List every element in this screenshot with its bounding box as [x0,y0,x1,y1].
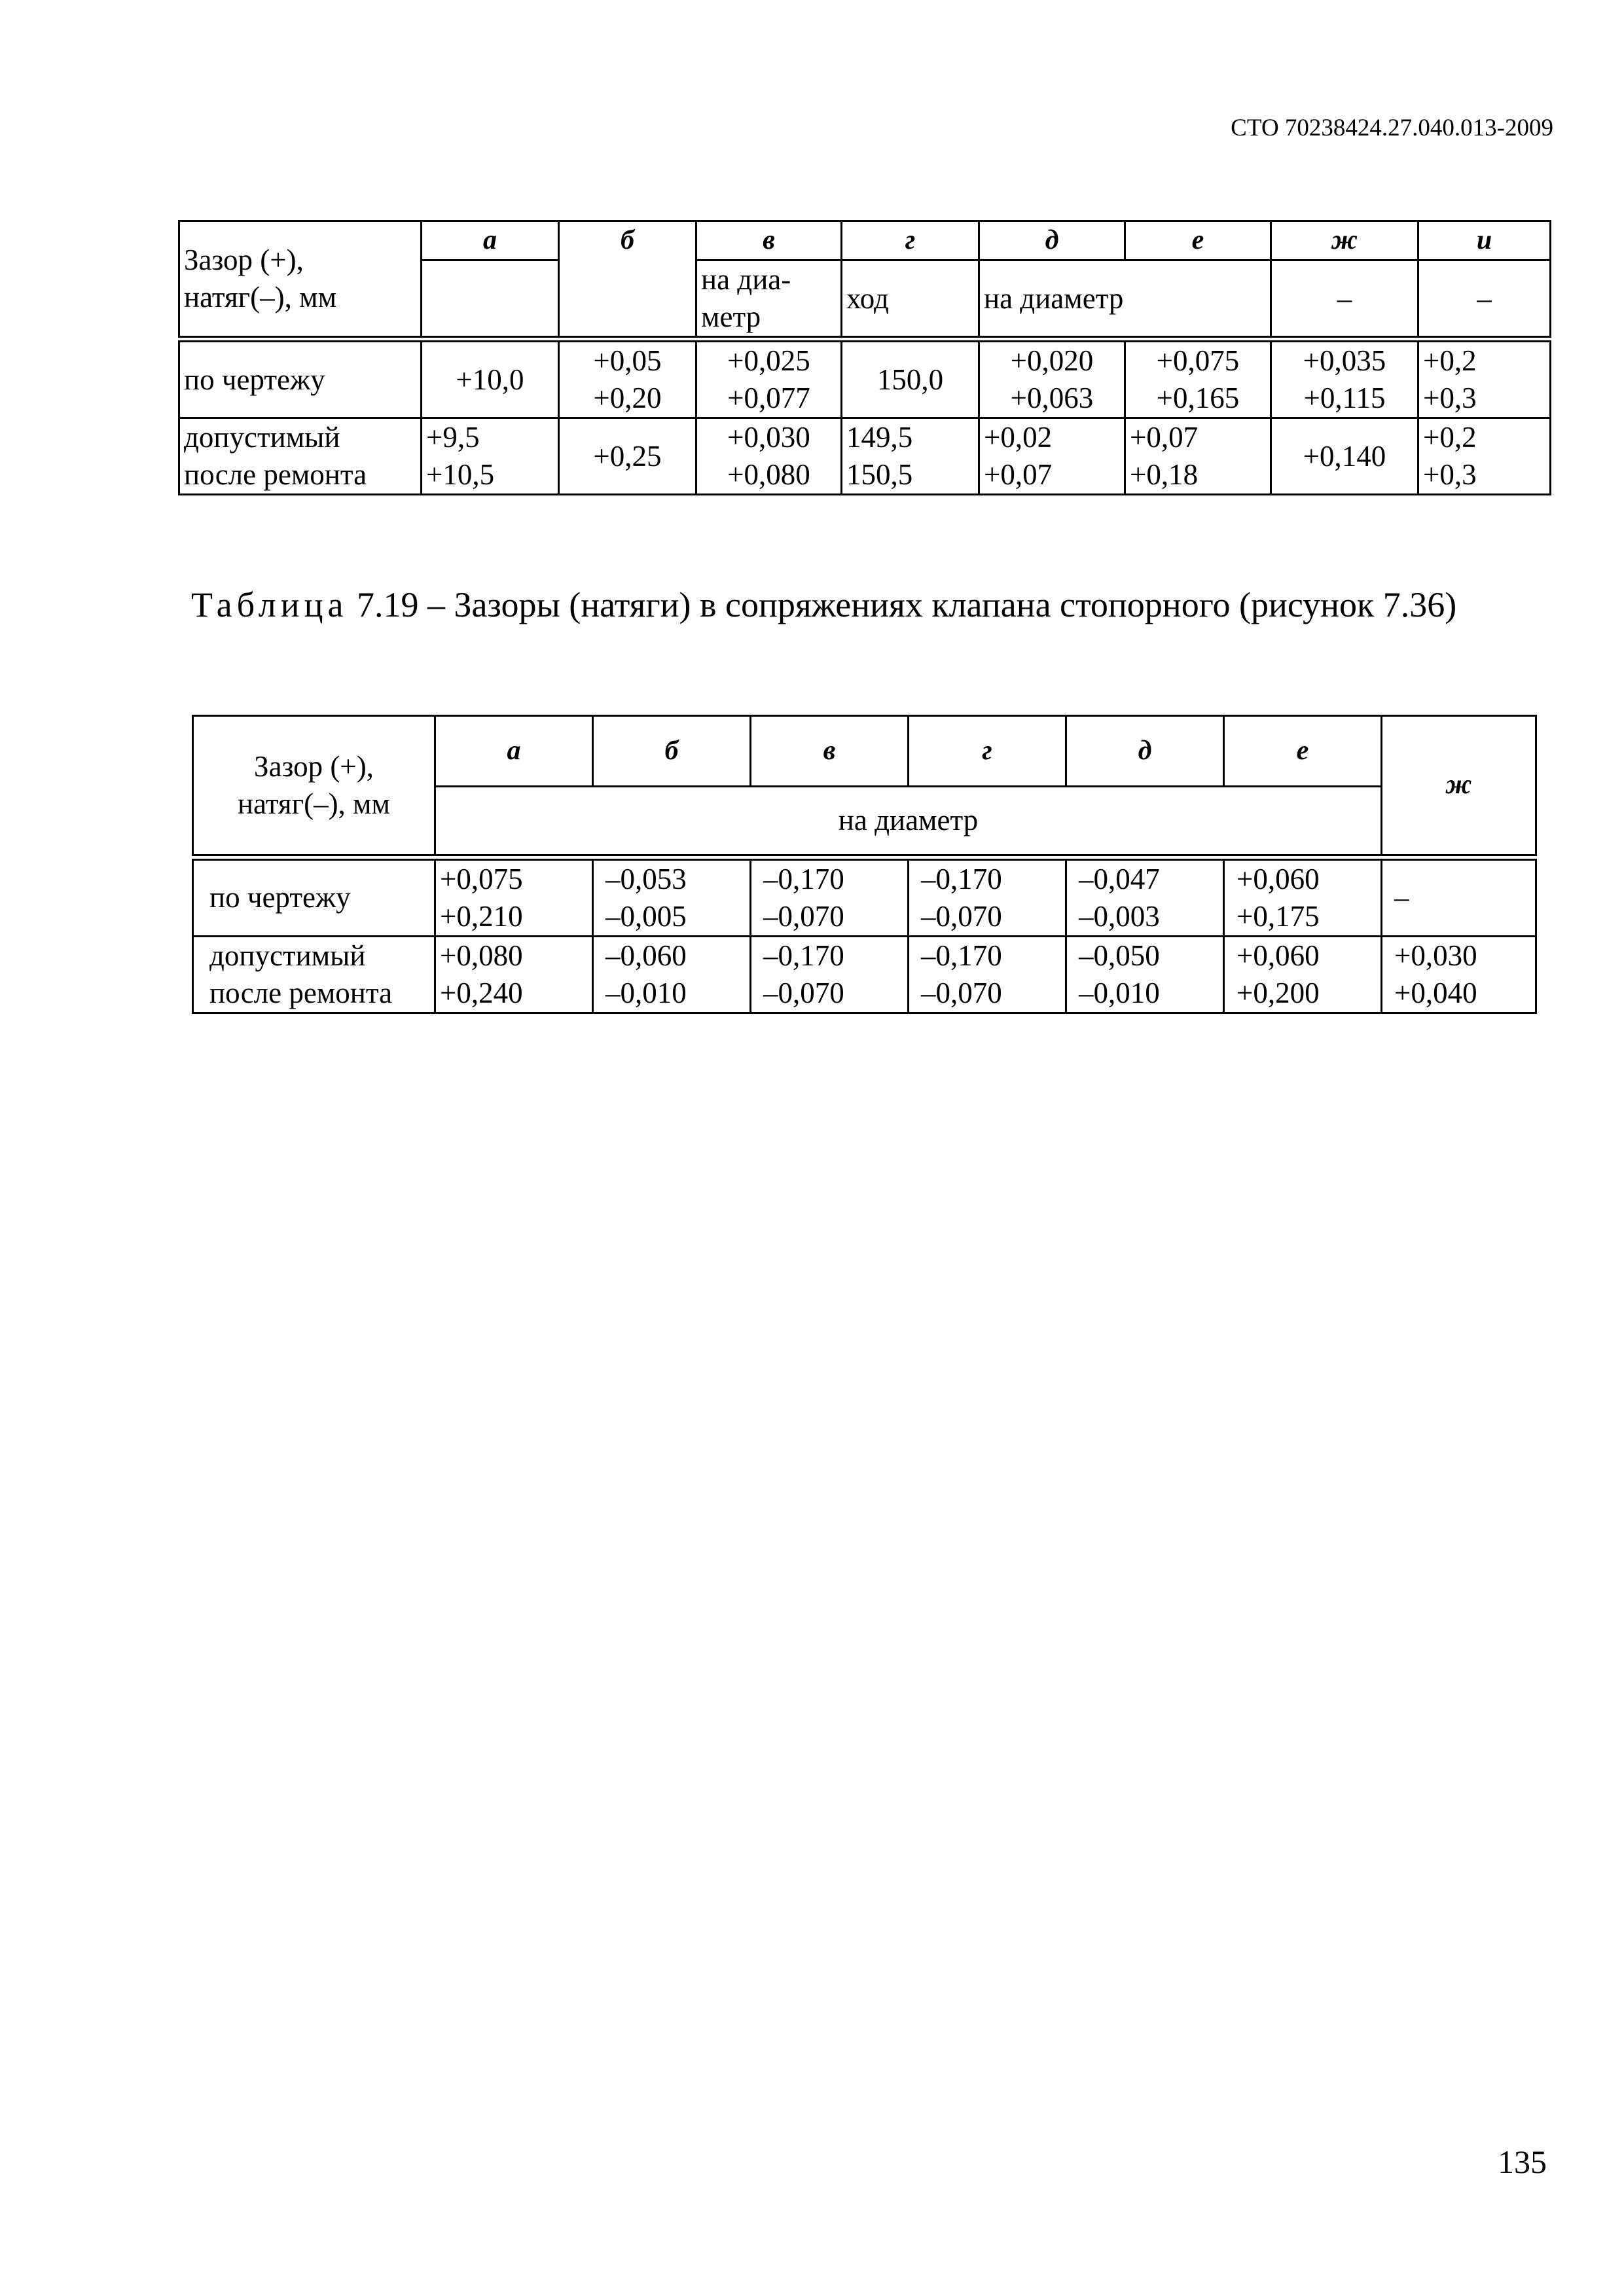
col-header-g: г [842,221,979,260]
col-header-d: д [979,221,1125,260]
col-header-g: г [909,716,1066,787]
col-header-i: и [1418,221,1551,260]
table-caption [191,584,1534,626]
col-header-zh: ж [1382,716,1536,857]
caption-label: Таблица [191,585,348,624]
clearance-table-2 [192,715,1537,1014]
table-cell: –0,170 –0,070 [909,936,1066,1013]
table-cell: –0,170 –0,070 [751,936,909,1013]
table-cell: +0,05 +0,20 [559,339,696,418]
col-header-b: б [593,716,751,787]
col-header-e: е [1224,716,1382,787]
table-cell: +10,0 [422,339,559,418]
table-cell: 150,0 [842,339,979,418]
col-header-b: б [559,221,696,340]
table-cell: –0,170 –0,070 [751,857,909,937]
row-label: по чертежу [179,339,422,418]
table-row [179,339,1551,418]
table-cell: +0,025 +0,077 [696,339,842,418]
subheader-diameter: на диаметр [435,787,1382,857]
col-header-v: в [751,716,909,787]
table-cell: +0,080 +0,240 [435,936,593,1013]
table-row [179,418,1551,495]
table-cell: –0,053 –0,005 [593,857,751,937]
col-header-zh: ж [1271,221,1418,260]
col-header-a: а [422,221,559,260]
row-header-cell: Зазор (+), натяг(–), мм [193,716,435,857]
table-cell: –0,047 –0,003 [1066,857,1224,937]
col-header-e: е [1125,221,1271,260]
subheader-zh: – [1271,260,1418,340]
subheader-v: на диа- метр [696,260,842,340]
col-header-d: д [1066,716,1224,787]
subheader-a [422,260,559,340]
clearance-table-1 [178,220,1551,495]
table-cell: +0,2 +0,3 [1418,418,1551,495]
table-cell: +0,020 +0,063 [979,339,1125,418]
table-cell: +0,075 +0,210 [435,857,593,937]
subheader-i: – [1418,260,1551,340]
table-cell: +0,02 +0,07 [979,418,1125,495]
table-cell: +0,035 +0,115 [1271,339,1418,418]
table-cell: 149,5 150,5 [842,418,979,495]
table-row [193,936,1536,1013]
table-cell: +0,140 [1271,418,1418,495]
subheader-g: ход [842,260,979,340]
table-cell: +0,030 +0,080 [696,418,842,495]
table-cell: –0,060 –0,010 [593,936,751,1013]
row-label: допустимый после ремонта [179,418,422,495]
row-header-cell: Зазор (+), натяг(–), мм [179,221,422,340]
caption-text: 7.19 – Зазоры (натяги) в сопряжениях клапана стопорного (рисунок 7.36) [356,585,1457,624]
table-cell: +0,07 +0,18 [1125,418,1271,495]
document-code: СТО 70238424.27.040.013-2009 [1231,115,1553,141]
col-header-v: в [696,221,842,260]
page-number: 135 [1498,2144,1547,2180]
table-cell: –0,170 –0,070 [909,857,1066,937]
row-label: допустимый после ремонта [193,936,435,1013]
table-cell: +0,030 +0,040 [1382,936,1536,1013]
table-cell: +9,5 +10,5 [422,418,559,495]
table-cell: –0,050 –0,010 [1066,936,1224,1013]
table-cell: +0,25 [559,418,696,495]
table-cell: – [1382,857,1536,937]
table-cell: +0,060 +0,200 [1224,936,1382,1013]
col-header-a: а [435,716,593,787]
row-label: по чертежу [193,857,435,937]
subheader-de: на диаметр [979,260,1271,340]
table-row [193,857,1536,937]
table-cell: +0,2 +0,3 [1418,339,1551,418]
table-cell: +0,075 +0,165 [1125,339,1271,418]
table-cell: +0,060 +0,175 [1224,857,1382,937]
